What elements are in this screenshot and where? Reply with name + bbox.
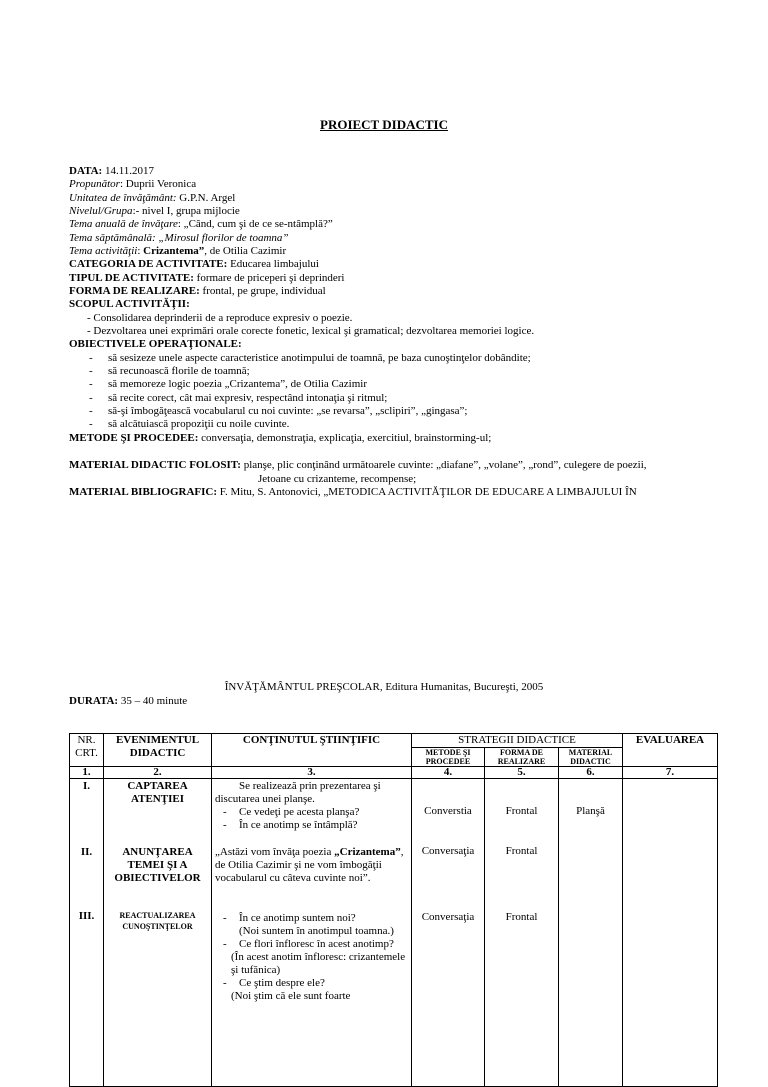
data-line <box>69 165 154 178</box>
column-number: 6. <box>559 767 623 779</box>
tema-activitatii-line <box>69 245 286 258</box>
column-number: 2. <box>104 767 212 779</box>
categoria-value: Educarea limbajului <box>227 258 319 270</box>
nivel-line <box>69 205 240 218</box>
forma-value: frontal, pe grupe, individual <box>199 285 326 297</box>
lesson-plan-table <box>69 733 718 1087</box>
row-number: I. <box>82 780 91 792</box>
biblio-label: MATERIAL BIBLIOGRAFIC: <box>69 486 218 498</box>
material-label: MATERIAL DIDACTIC FOLOSIT: <box>69 459 241 471</box>
unitate-value: G.P.N. Argel <box>176 192 236 204</box>
row-evaluation-cell <box>623 779 718 1087</box>
header-evaluarea: EVALUAREA <box>623 734 718 767</box>
column-number: 7. <box>623 767 718 779</box>
scopul-item: - Dezvoltarea unei exprimări orale corecte fonetic, lexical şi gramatical; dezvoltarea memoriei logice. <box>87 325 535 337</box>
obiective-heading: OBIECTIVELE OPERAŢIONALE: <box>69 338 242 350</box>
content-announce: „Astăzi vom învăţa poezia <box>215 846 335 858</box>
tipul-line <box>69 272 344 285</box>
propunator-label: Propunător <box>69 178 120 190</box>
content-block-1 <box>215 780 408 846</box>
content-block-2 <box>215 846 408 912</box>
material-line-2: Jetoane cu crizanteme, recompense; <box>258 473 417 485</box>
nivel-value: :- nivel I, grupa mijlocie <box>132 205 240 217</box>
material-value: Planşă <box>576 805 605 817</box>
tema-activitatii-title: Crizantema” <box>143 245 205 257</box>
propunator-line <box>69 178 196 191</box>
row-content-cell <box>212 779 412 1087</box>
tema-activitatii-label: Tema activităţii <box>69 245 138 257</box>
row-methods-cell <box>412 779 485 1087</box>
row-form-cell <box>485 779 559 1087</box>
metode-label: METODE ŞI PROCEDEE: <box>69 432 199 444</box>
tema-activitatii-sep: : <box>137 245 144 257</box>
table-row <box>70 779 718 1087</box>
biblio-value: F. Mitu, S. Antonovici, „METODICA ACTIVITĂŢILOR DE EDUCARE A LIMBAJULUI ÎN <box>217 486 637 498</box>
method-value: Converstia <box>424 805 472 817</box>
tema-anuala-label: Tema anuală de învăţare <box>69 218 178 230</box>
forma-line <box>69 285 326 298</box>
header-nr: NR. CRT. <box>70 734 104 767</box>
material-value: planşe, plic conţinând următoarele cuvinte: „diafane”, „volane”, „rond”, culegere de poezii, <box>240 459 647 471</box>
content-announce-rest: , de Otilia Cazimir şi ne vom îmbogăţii vocabularul cu câteva cuvinte noi”. <box>215 846 404 884</box>
unitate-label: Unitatea de învăţământ: <box>69 192 177 204</box>
method-value: Conversaţia <box>421 845 475 857</box>
scopul-item: - Consolidarea deprinderii de a reproduce expresiv o poezie. <box>87 312 353 324</box>
method-value: Conversaţia <box>421 911 475 923</box>
row-number: III. <box>78 910 95 922</box>
header-eveniment: EVENIMENTUL DIDACTIC <box>104 734 212 767</box>
tipul-label: TIPUL DE ACTIVITATE: <box>69 272 194 284</box>
header-strategii: STRATEGII DIDACTICE <box>412 734 623 748</box>
header-material: MATERIAL DIDACTIC <box>559 748 623 767</box>
tema-saptamanala-label: Tema săptămânală <box>69 232 153 244</box>
column-number: 5. <box>485 767 559 779</box>
page-title: PROIECT DIDACTIC <box>320 117 448 132</box>
metode-line <box>69 432 491 445</box>
row-number: II. <box>80 846 93 858</box>
tema-saptamanala-value: : „Mirosul florilor de toamna” <box>152 232 289 244</box>
propunator-value: : Duprii Veronica <box>119 178 197 190</box>
durata-line <box>69 695 187 708</box>
content-answer: (În acest anotim înfloresc: crizantemele şi tufănica) <box>231 951 406 976</box>
data-value: 14.11.2017 <box>102 165 155 177</box>
tema-activitatii-author: , de Otilia Cazimir <box>204 245 287 257</box>
tema-anuala-line <box>69 218 333 231</box>
column-number: 3. <box>212 767 412 779</box>
column-number: 4. <box>412 767 485 779</box>
tema-anuala-value: : „Când, cum şi de ce se-ntâmplă?” <box>177 218 333 230</box>
form-value: Frontal <box>505 845 538 857</box>
header-metode: METODE ŞI PROCEDEE <box>412 748 485 767</box>
biblio-line <box>69 486 637 499</box>
forma-label: FORMA DE REALIZARE: <box>69 285 200 297</box>
row-material-cell <box>559 779 623 1087</box>
unitate-line <box>69 192 235 205</box>
content-question: - În ce anotimp se întâmplă? <box>223 819 358 831</box>
event-name: CAPTAREA ATENŢIEI <box>127 780 188 805</box>
data-label: DATA: <box>69 165 103 177</box>
material-line <box>69 459 647 472</box>
durata-label: DURATA: <box>69 695 119 707</box>
biblio-line-2: ÎNVĂŢĂMÂNTUL PREŞCOLAR, Editura Humanitas, Bucureşti, 2005 <box>224 681 544 693</box>
nivel-label: Nivelul/Grupa <box>69 205 133 217</box>
event-name: REACTUALIZAREA CUNOŞTINŢELOR <box>119 911 196 931</box>
column-number: 1. <box>70 767 104 779</box>
row-events-cell <box>104 779 212 1087</box>
content-intro: Se realizează prin prezentarea şi discutarea unei planşe. <box>215 780 381 805</box>
tipul-value: formare de priceperi şi deprinderi <box>193 272 345 284</box>
form-value: Frontal <box>505 911 538 923</box>
content-answer: (Noi suntem în anotimpul toamna.) <box>239 925 394 937</box>
content-question: - Ce vedeţi pe acesta planşa? <box>223 806 360 818</box>
row-numbers-cell <box>70 779 104 1087</box>
content-question: - Ce flori înfloresc în acest anotimp? <box>223 938 394 950</box>
categoria-label: CATEGORIA DE ACTIVITATE: <box>69 258 228 270</box>
header-forma: FORMA DE REALIZARE <box>485 748 559 767</box>
form-value: Frontal <box>505 805 538 817</box>
event-name: ANUNŢAREA TEMEI ŞI A OBIECTIVELOR <box>114 846 201 884</box>
content-block-3 <box>215 912 408 1003</box>
header-continut: CONŢINUTUL ŞTIINŢIFIC <box>212 734 412 767</box>
content-answer: (Noi ştim că ele sunt foarte <box>231 990 351 1002</box>
table-header-row <box>70 734 718 748</box>
content-question: - Ce ştim despre ele? <box>223 977 325 989</box>
table-number-row <box>70 767 718 779</box>
tema-saptamanala-line <box>69 232 289 245</box>
content-question: - În ce anotimp suntem noi? <box>223 912 356 924</box>
durata-value: 35 – 40 minute <box>118 695 188 707</box>
content-poem-title: „Crizantema” <box>334 846 401 858</box>
scopul-heading: SCOPUL ACTIVITĂŢII: <box>69 298 190 310</box>
metode-value: conversaţia, demonstraţia, explicaţia, exercitiul, brainstorming-ul; <box>198 432 492 444</box>
categoria-line <box>69 258 319 271</box>
